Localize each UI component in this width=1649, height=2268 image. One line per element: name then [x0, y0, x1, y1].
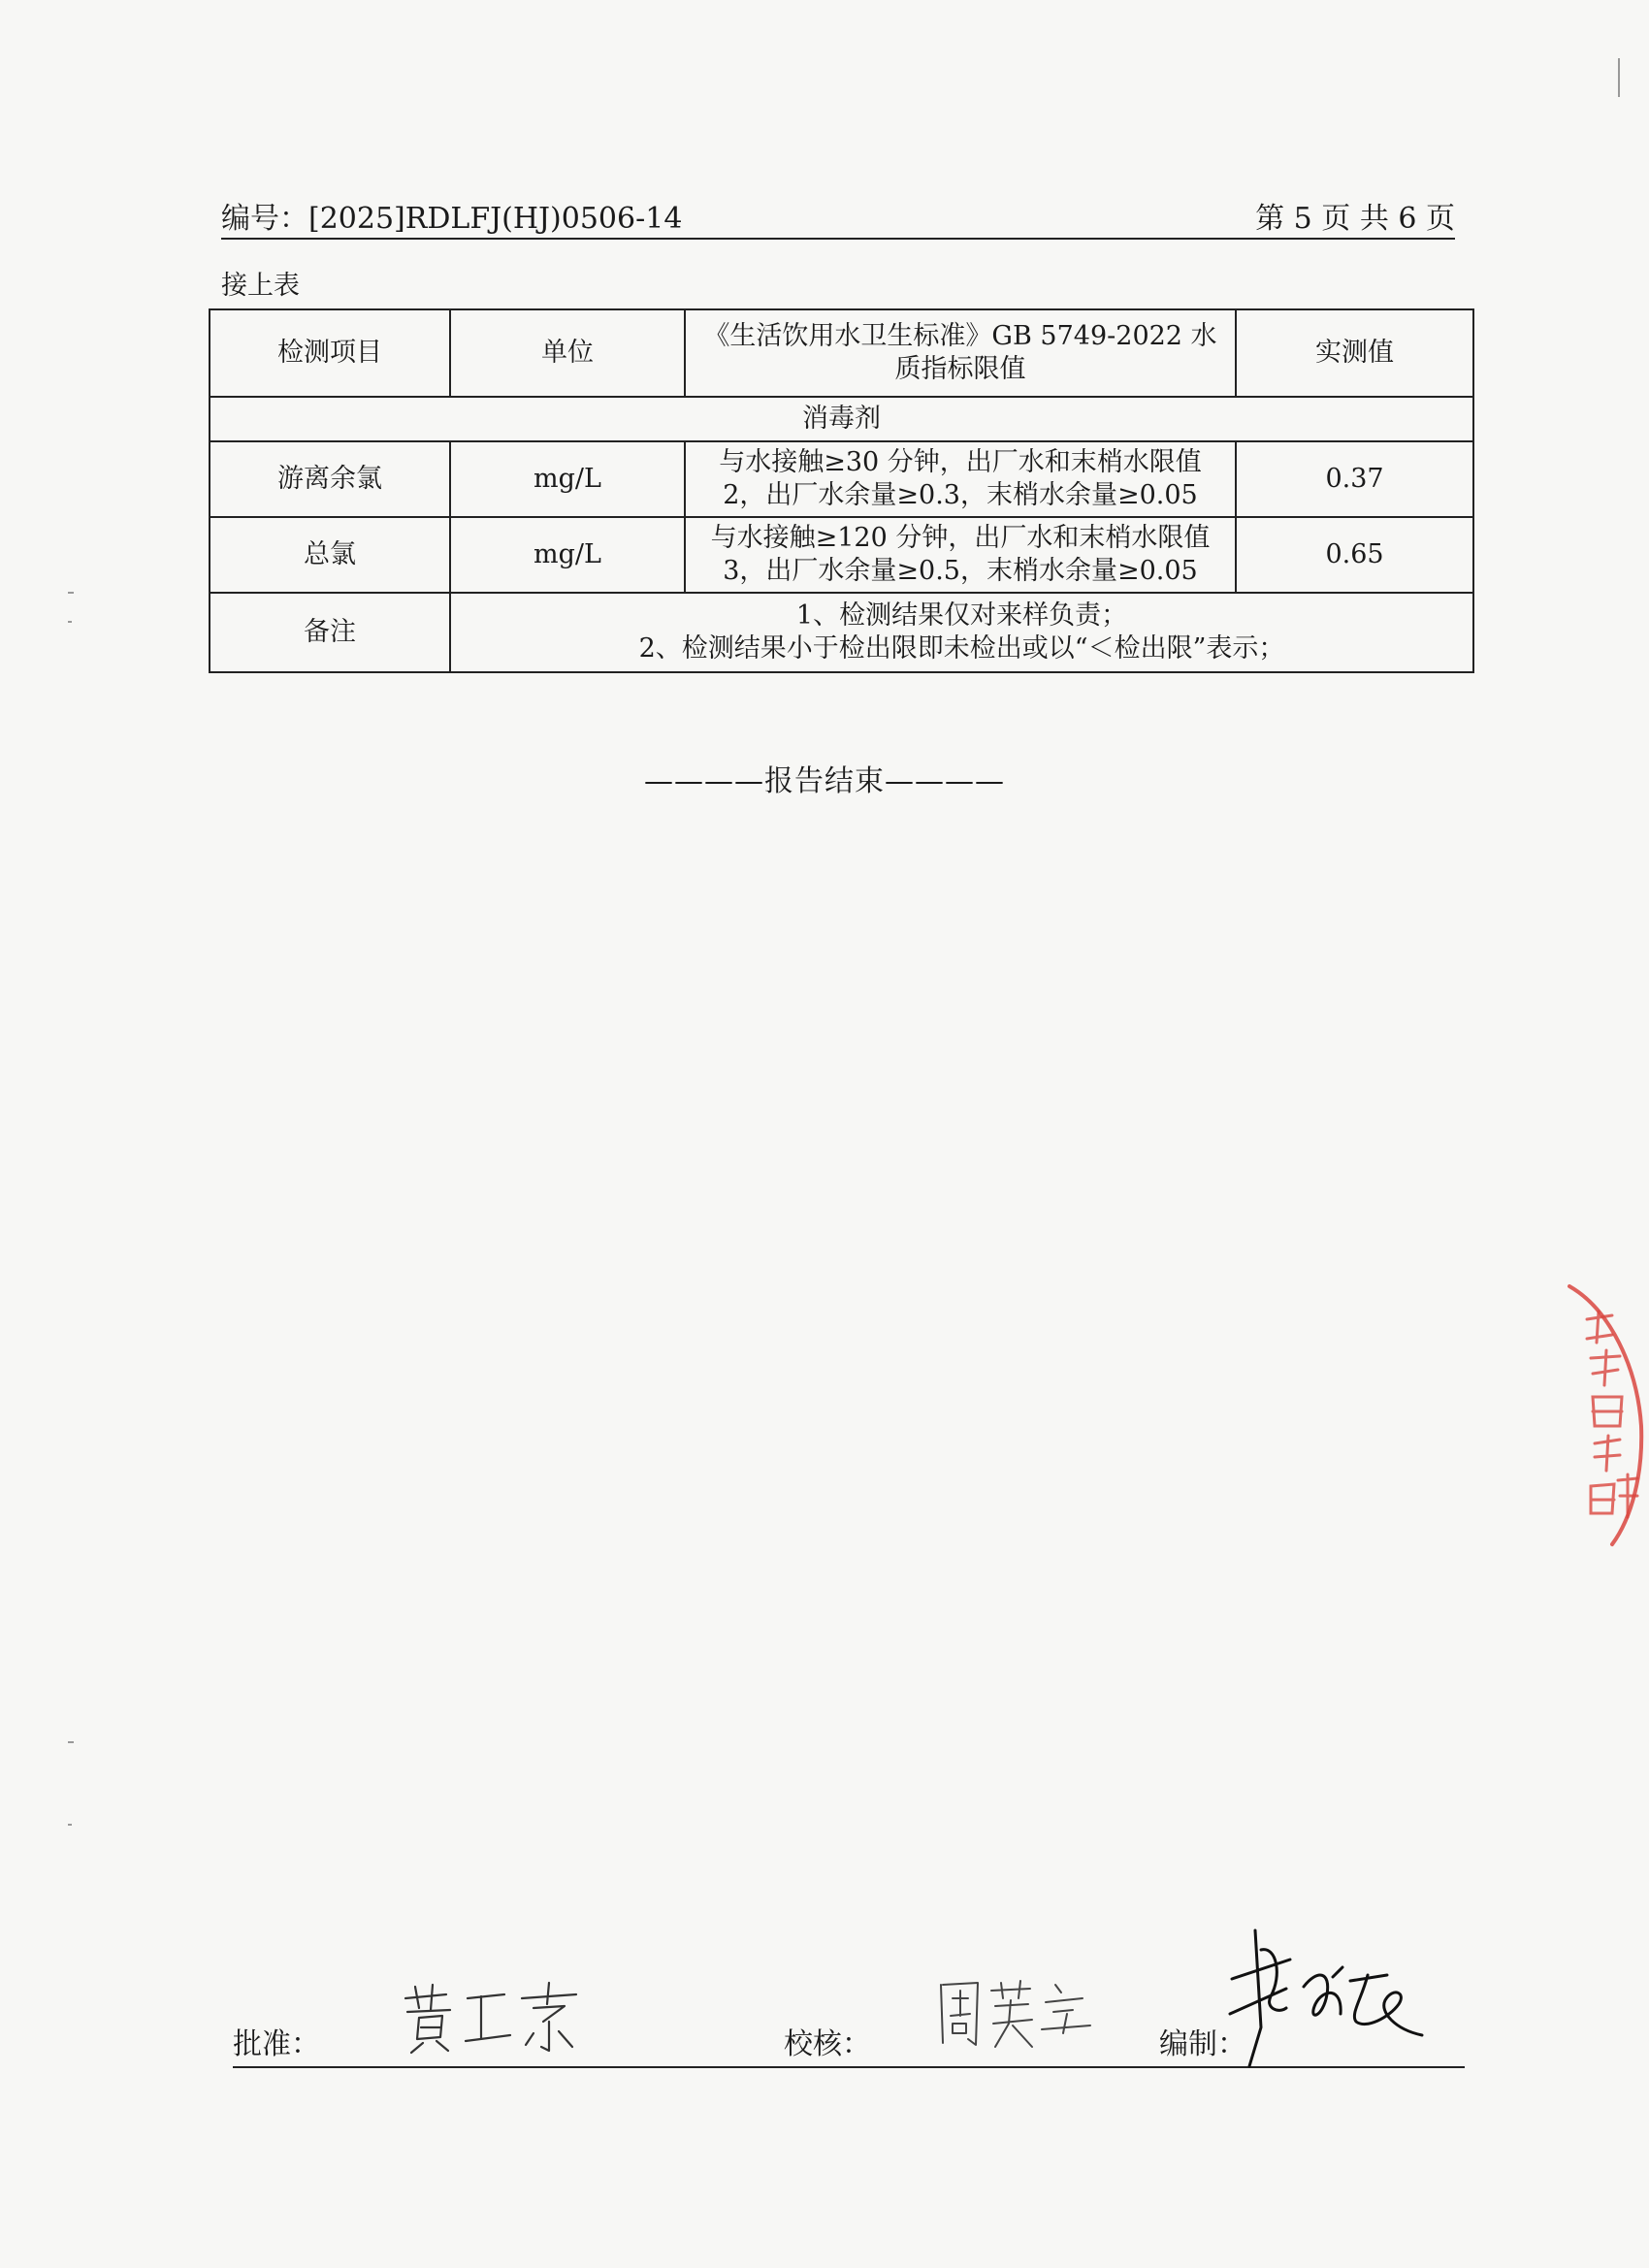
check-label: 校核：: [784, 2027, 871, 2061]
table-row: [210, 441, 1473, 517]
table-row: [210, 517, 1473, 593]
category-row: [210, 397, 1473, 441]
scan-mark: [68, 1741, 74, 1743]
note-line: 2、检测结果小于检出限即未检出或以“＜检出限”表示；: [638, 633, 1285, 664]
header-unit: 单位: [450, 309, 685, 397]
limit-line: 3，出厂水余量≥0.5，末梢水余量≥0.05: [723, 556, 1198, 586]
note-line: 1、检测结果仅对来样负责；: [795, 600, 1128, 631]
header-value: 实测值: [1236, 309, 1473, 397]
scan-mark: [1618, 58, 1620, 97]
approver-signature: [398, 1969, 592, 2057]
checker-signature: [931, 1969, 1106, 2057]
table-header-row: [210, 309, 1473, 397]
results-table: [209, 308, 1474, 673]
official-stamp: [1552, 1280, 1649, 1552]
row-item: 游离余氯: [210, 441, 450, 517]
scan-mark: [68, 621, 72, 623]
notes-row: [210, 593, 1473, 672]
scan-mark: [68, 1824, 72, 1826]
header-limit: 《生活饮用水卫生标准》GB 5749-2022 水质指标限值: [685, 309, 1236, 397]
row-limit: [685, 517, 1236, 593]
row-unit: mg/L: [450, 441, 685, 517]
notes-content: [450, 593, 1473, 672]
limit-line: 与水接触≥120 分钟，出厂水和末梢水限值: [710, 523, 1211, 553]
report-end-text: ————报告结束————: [644, 764, 1005, 798]
compile-label: 编制：: [1159, 2027, 1246, 2061]
report-number: 编号：[2025]RDLFJ(HJ)0506-14: [221, 202, 683, 236]
page-header: [221, 199, 1455, 240]
scan-mark: [68, 592, 74, 594]
notes-label: 备注: [210, 593, 450, 672]
row-item: 总氯: [210, 517, 450, 593]
page-indicator: 第 5 页 共 6 页: [1255, 202, 1455, 236]
limit-line: 与水接触≥30 分钟，出厂水和末梢水限值: [719, 447, 1202, 477]
category-label: 消毒剂: [210, 397, 1473, 441]
row-limit: [685, 441, 1236, 517]
continued-label: 接上表: [221, 271, 300, 301]
limit-line: 2，出厂水余量≥0.3，末梢水余量≥0.05: [723, 480, 1198, 510]
header-item: 检测项目: [210, 309, 450, 397]
approve-label: 批准：: [233, 2027, 320, 2061]
signature-line: [233, 2027, 1465, 2068]
row-value: 0.37: [1236, 441, 1473, 517]
row-unit: mg/L: [450, 517, 685, 593]
compiler-signature: [1222, 1921, 1436, 2076]
row-value: 0.65: [1236, 517, 1473, 593]
